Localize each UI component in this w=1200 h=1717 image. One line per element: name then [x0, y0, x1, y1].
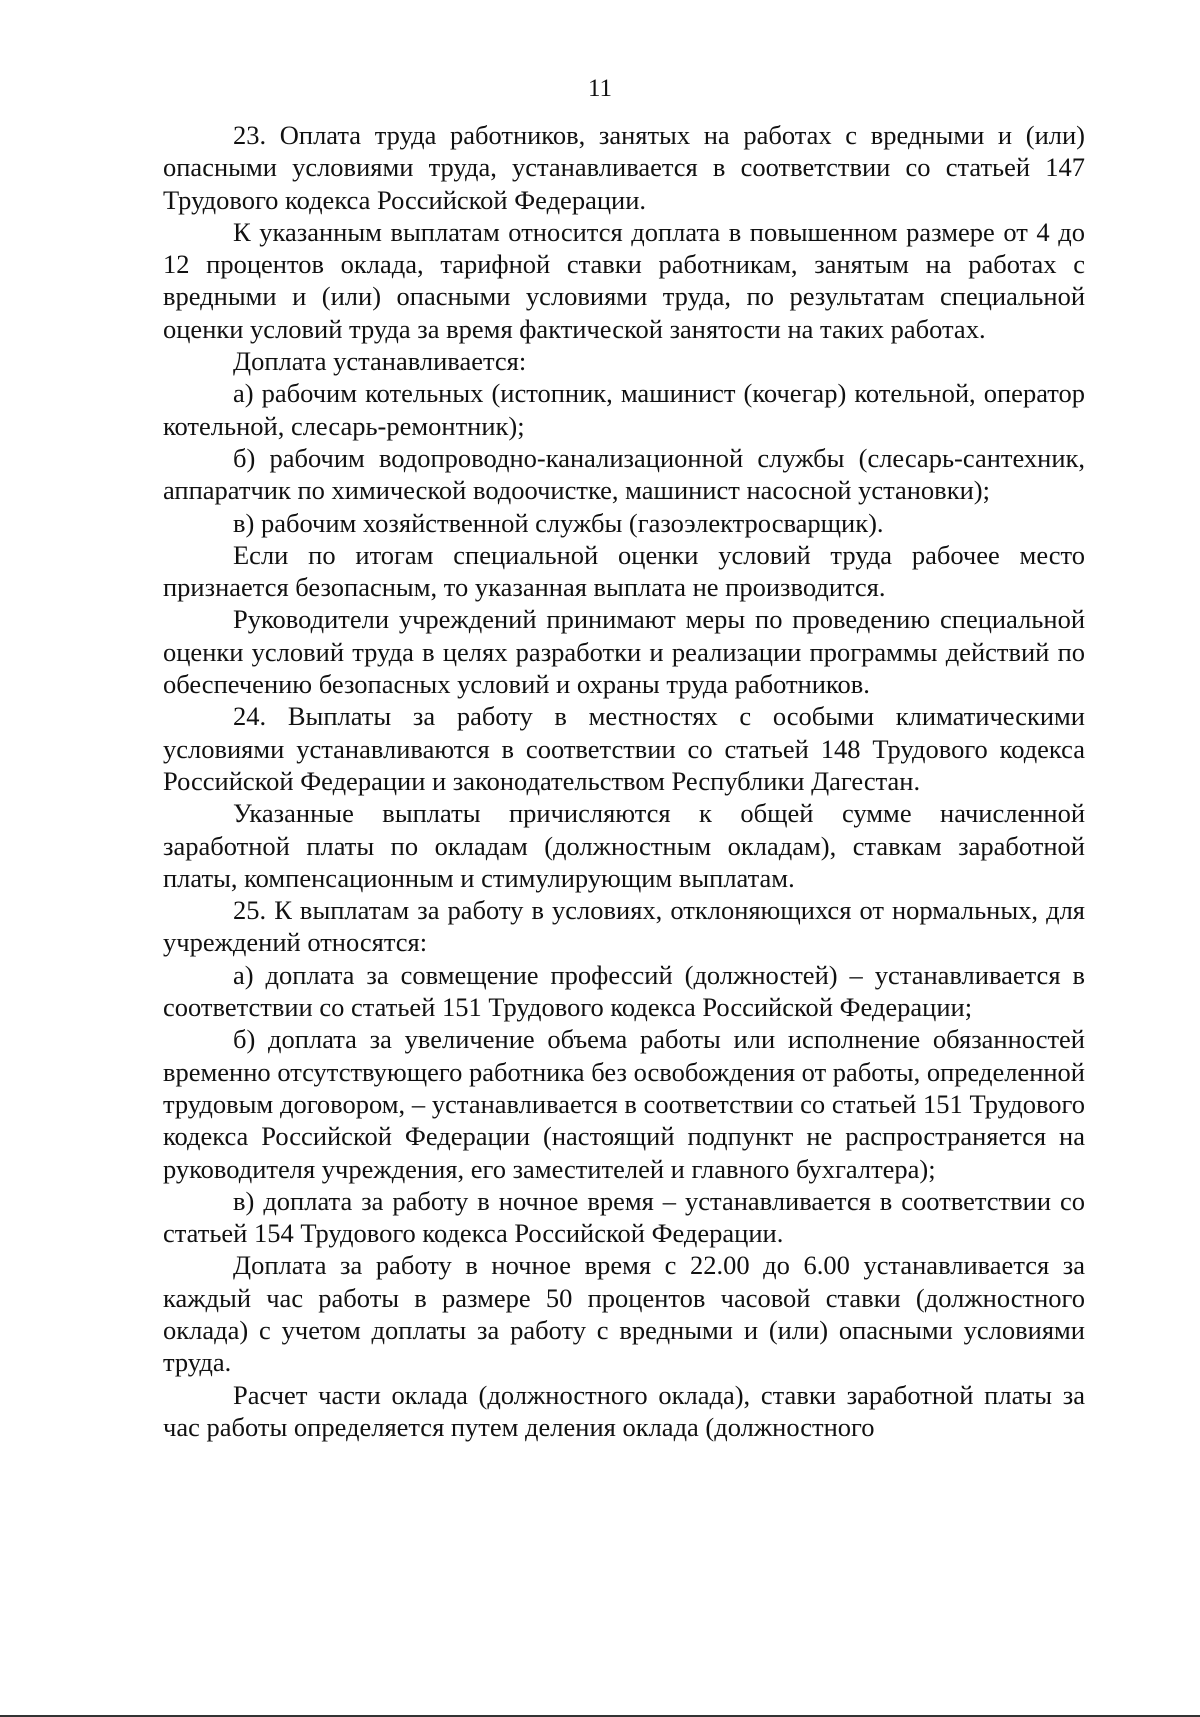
list-item-a-boiler: а) рабочим котельных (истопник, машинист (кочегар) котельной, оператор котельной, слесарь-ремонтник);: [163, 378, 1085, 441]
paragraph-safe-workplace: Если по итогам специальной оценки условий труда рабочее место признается безопасным, то указанная выплата не производится.: [163, 539, 1085, 603]
paragraph-pay-established: Доплата устанавливается:: [233, 346, 527, 377]
paragraph-25: 25. К выплатам за работу в условиях, отклоняющихся от нормальных, для учреждений относятся:: [163, 895, 1085, 958]
paragraph-payments-added: Указанные выплаты причисляются к общей сумме начисленной заработной платы по окладам (должностным окладам), ставкам заработной платы, компенсационным и стимулирующим выплатам.: [163, 798, 1085, 893]
paragraph-managers: Руководители учреждений принимают меры по проведению специальной оценки условий труда в целях разработки и реализации программы действий по обеспечению безопасных условий и охраны труда работников.: [163, 604, 1085, 700]
list-item-v-household: в) рабочим хозяйственной службы (газоэлектросварщик).: [233, 507, 884, 538]
paragraph-hazard-pay: К указанным выплатам относится доплата в повышенном размере от 4 до 12 процентов оклада, тарифной ставки работникам, занятым на работах с вредными и (или) опасными условиями труда, по результатам специальной оценки условий труда за время фактической занятости на таких работах.: [163, 216, 1085, 344]
paragraph-24: 24. Выплаты за работу в местностях с особыми климатическими условиями устанавливаются в соответствии со статьей 148 Трудового кодекса Российской Федерации и законодательством Республики Дагестан.: [163, 701, 1085, 796]
paragraph-23: 23. Оплата труда работников, занятых на работах с вредными и (или) опасными условиями труда, устанавливается в соответствии со статьей 147 Трудового кодекса Российской Федерации.: [163, 120, 1085, 215]
list-item-b-water: б) рабочим водопроводно-канализационной службы (слесарь-сантехник, аппаратчик по химической водоочистке, машинист насосной установки);: [163, 442, 1085, 506]
list-item-b-increase: б) доплата за увеличение объема работы или исполнение обязанностей временно отсутствующего работника без освобождения от работы, определенной трудовым договором, – устанавливается в соответствии со статьей 151 Трудового кодекса Российской Федерации (настоящий подпункт не распространяется на руководителя учреждения, его заместителей и главного бухгалтера);: [163, 1024, 1085, 1184]
paragraph-hourly-calc: Расчет части оклада (должностного оклада), ставки заработной платы за час работы определяется путем деления оклада (должностного: [163, 1379, 1085, 1442]
list-item-v-night: в) доплата за работу в ночное время – устанавливается в соответствии со статьей 154 Трудового кодекса Российской Федерации.: [163, 1185, 1085, 1249]
document-body: [163, 119, 1085, 1443]
list-item-a-combining: а) доплата за совмещение профессий (должностей) – устанавливается в соответствии со статьей 151 Трудового кодекса Российской Федерации;: [163, 959, 1085, 1023]
paragraph-night-pay: Доплата за работу в ночное время с 22.00 до 6.00 устанавливается за каждый час работы в размере 50 процентов часовой ставки (должностного оклада) с учетом доплаты за работу с вредными и (или) опасными условиями труда.: [163, 1250, 1085, 1378]
page-number: 11: [587, 75, 613, 102]
